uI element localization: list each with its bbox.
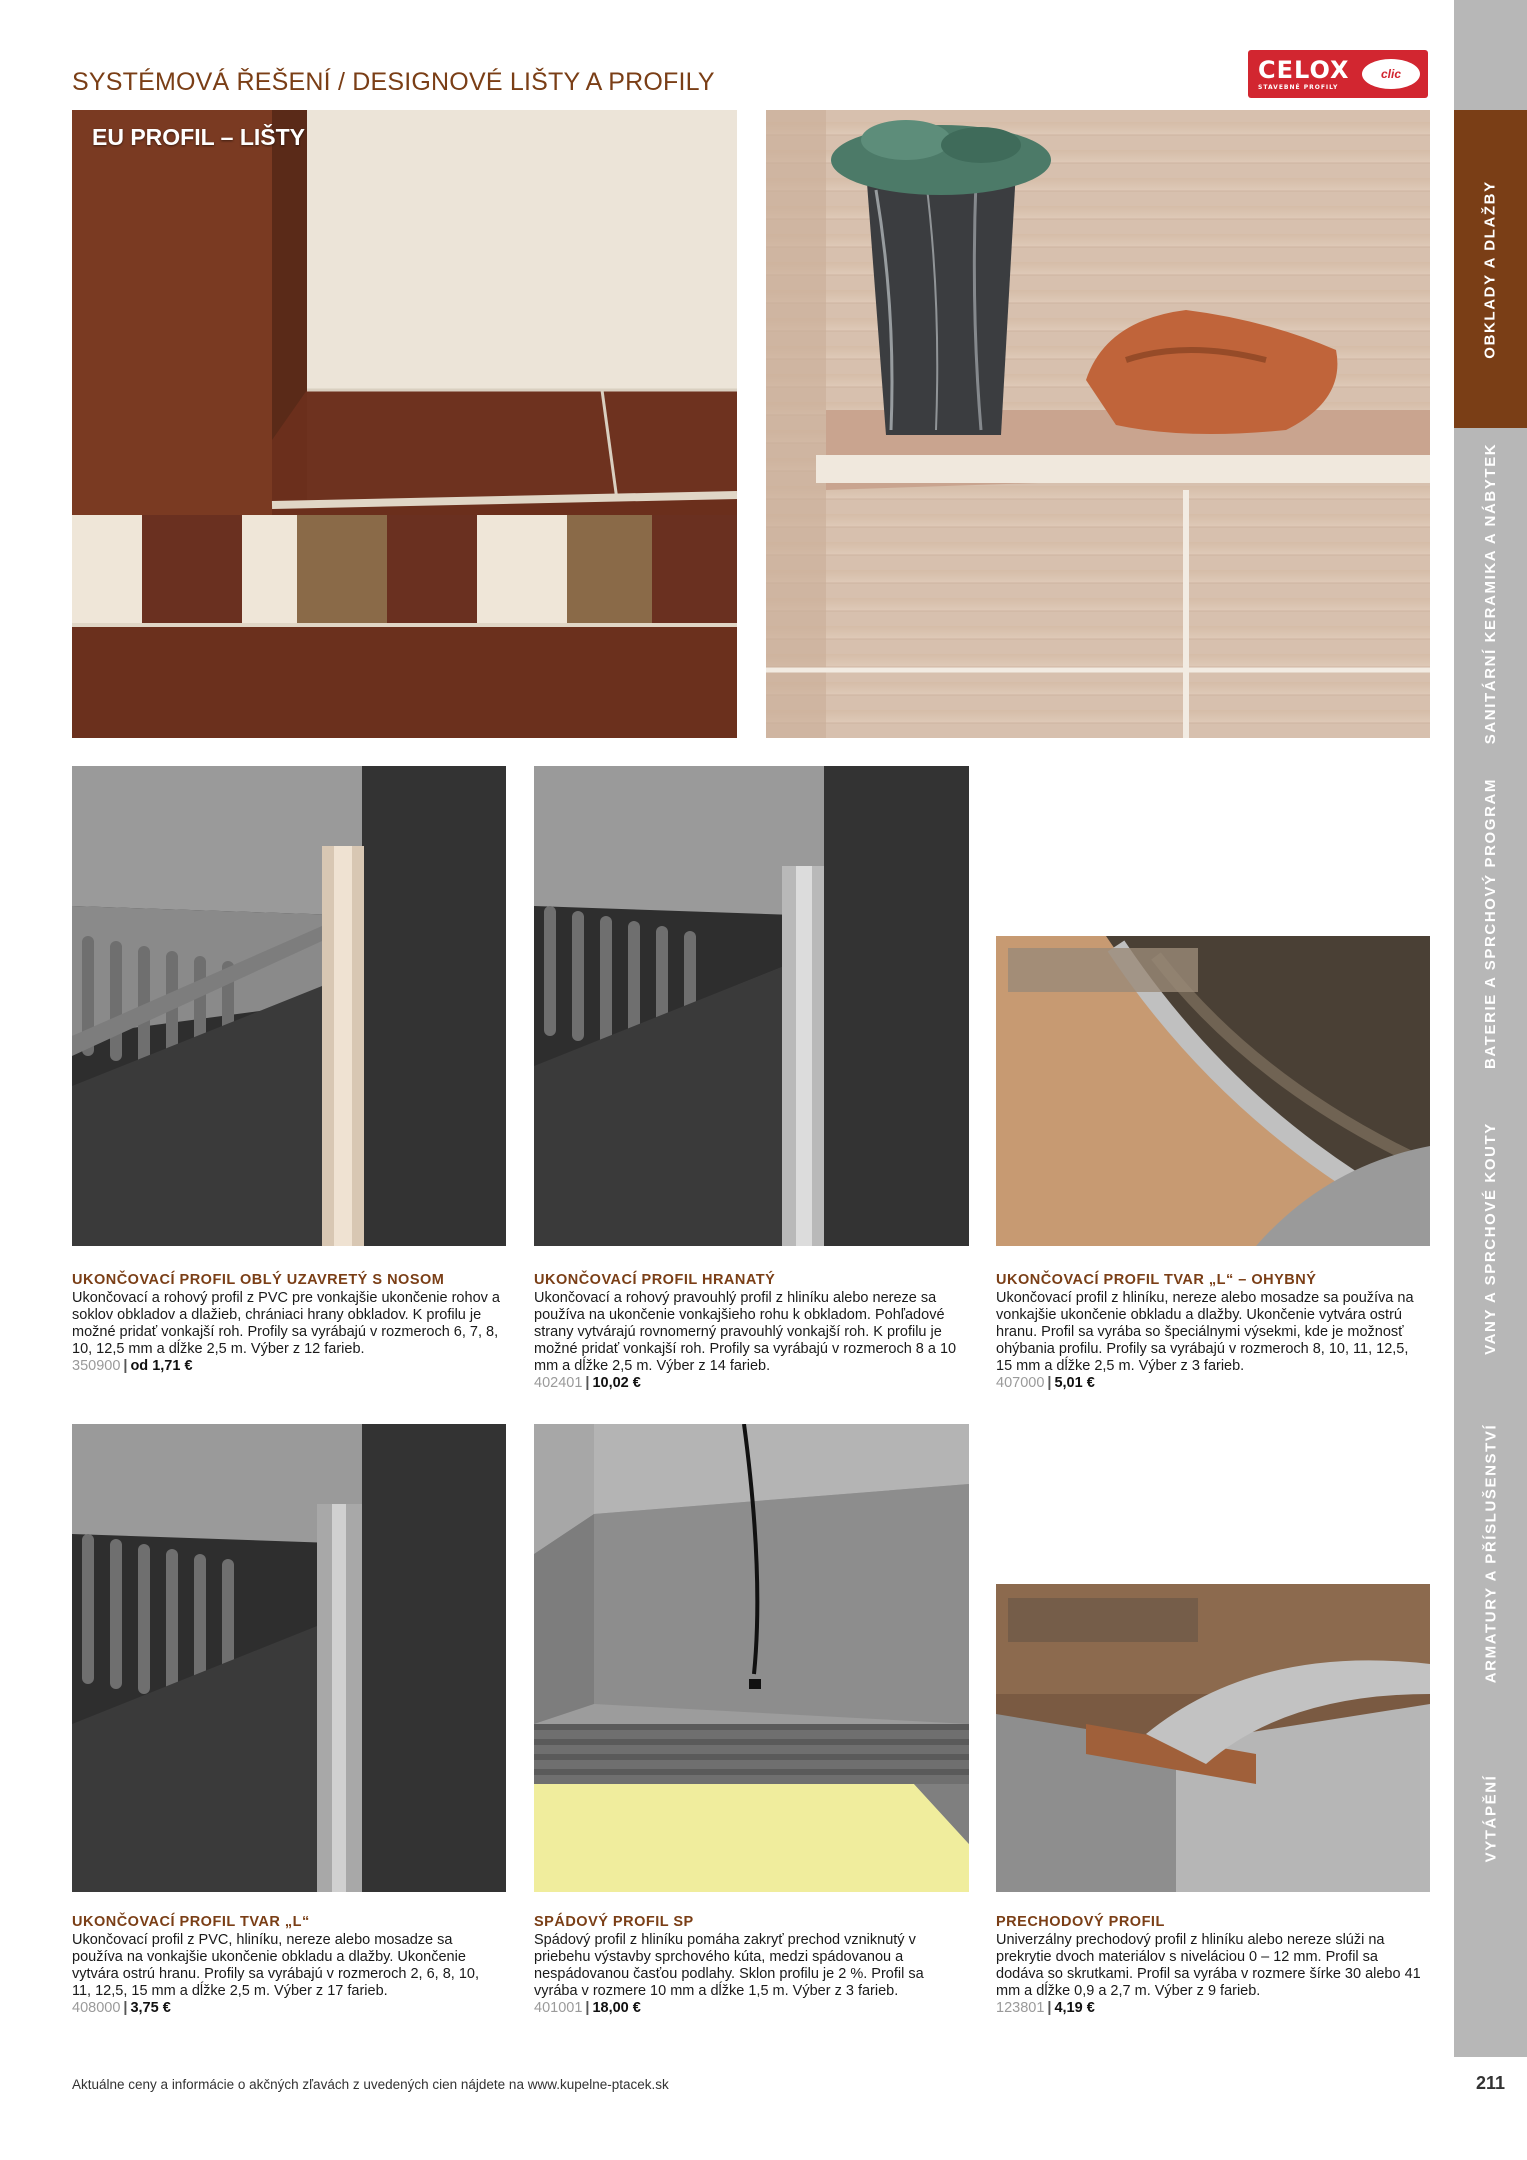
footer-note: Aktuálne ceny a informácie o akčných zľavách z uvedených cien nájdete na www.kupelne-ptacek.sk xyxy=(72,2077,669,2092)
product-image-slope-profile xyxy=(534,1424,969,1892)
product-price: 18,00 € xyxy=(592,2000,641,2016)
product-image-l-profile xyxy=(72,1424,506,1892)
price-separator: | xyxy=(585,2000,590,2016)
price-separator: | xyxy=(585,1375,590,1391)
mosaic-illustration xyxy=(766,110,1430,738)
flexible-profile-illustration xyxy=(996,936,1430,1246)
sidebar-tab-baterie[interactable] xyxy=(1454,758,1527,1088)
product-description: Spádový profil z hliníku pomáha zakryť prechod vzniknutý v priebehu výstavby sprchového kúta, medzi spádovanou a nespádovanou časťou podlahy. Sklon profilu je 2 %. Profil sa vyrába v rozmere 10 mm a dĺžke 1,5 m. Výber z 3 farieb. xyxy=(534,1932,924,1999)
product-description: Univerzálny prechodový profil z hliníku alebo nereze slúži na prekrytie dvoch materiálov s niveláciou 0 – 12 mm. Profil sa dodáva so skrutkami. Profil sa vyrába v rozmere šírke 30 alebo 41 mm a dĺžke 0,9 a 2,7 m. Výber z 9 farieb. xyxy=(996,1932,1421,1999)
product-card-2 xyxy=(534,1272,964,1392)
product-price: 5,01 € xyxy=(1054,1375,1095,1391)
product-price: 10,02 € xyxy=(592,1375,641,1391)
product-title: SPÁDOVÝ PROFIL SP xyxy=(534,1914,694,1930)
price-separator: | xyxy=(1047,1375,1052,1391)
product-title: UKONČOVACÍ PROFIL TVAR „L“ xyxy=(72,1914,310,1930)
product-card-1 xyxy=(72,1272,502,1375)
product-image-square-profile xyxy=(534,766,969,1246)
l-profile-illustration xyxy=(72,1424,506,1892)
product-price: 3,75 € xyxy=(130,2000,171,2016)
product-price: od 1,71 € xyxy=(130,1358,193,1374)
sidebar-tab-label: VANY A SPRCHOVÉ KOUTY xyxy=(1482,1121,1500,1355)
celox-logo xyxy=(1248,50,1428,98)
transition-profile-illustration xyxy=(996,1584,1430,1892)
product-description: Ukončovací profil z hliníku, nereze alebo mosadze sa používa na vonkajšie ukončenie obkladu a dlažby. Ukončenie vytvára ostrú hranu. Profil sa vyrába so špeciálnymi výsekmi, kde je možnosť ohýbania profilu. Profily sa vyrábajú v rozmeroch 8, 10, 11, 12,5, 15 mm a dĺžke 2,5 m. Výber z 3 farieb. xyxy=(996,1290,1414,1374)
sidebar-tab-obklady[interactable] xyxy=(1454,110,1527,428)
product-code: 407000 xyxy=(996,1375,1045,1391)
product-image-oval-profile xyxy=(72,766,506,1246)
product-code: 402401 xyxy=(534,1375,583,1391)
logo-text: CELOX xyxy=(1258,55,1350,84)
sidebar-tab-label: OBKLADY A DLAŽBY xyxy=(1482,179,1500,359)
tiles-illustration xyxy=(72,110,737,738)
product-code: 401001 xyxy=(534,2000,583,2016)
product-image-flexible-l-profile xyxy=(996,936,1430,1246)
product-code: 123801 xyxy=(996,2000,1045,2016)
price-separator: | xyxy=(1047,2000,1052,2016)
product-card-5 xyxy=(534,1914,964,2017)
sidebar-tab-label: SANITÁRNÍ KERAMIKA A NÁBYTEK xyxy=(1482,442,1499,744)
price-separator: | xyxy=(123,1358,128,1374)
sidebar-tab-armatury[interactable] xyxy=(1454,1388,1527,1718)
square-profile-illustration xyxy=(534,766,969,1246)
price-separator: | xyxy=(123,2000,128,2016)
oval-profile-illustration xyxy=(72,766,506,1246)
product-code: 408000 xyxy=(72,2000,121,2016)
page-number: 211 xyxy=(1475,2073,1506,2093)
sidebar-tab-vytapeni[interactable] xyxy=(1454,1718,1527,1918)
sidebar-tab-label: BATERIE A SPRCHOVÝ PROGRAM xyxy=(1482,777,1500,1069)
sidebar-tab-sanitarni[interactable] xyxy=(1454,428,1527,758)
product-image-transition-profile xyxy=(996,1584,1430,1892)
logo-wordmark xyxy=(1258,55,1350,91)
logo-oval: clic xyxy=(1362,59,1420,89)
product-title: PRECHODOVÝ PROFIL xyxy=(996,1914,1165,1930)
logo-subtext: STAVEBNÉ PROFILY xyxy=(1258,83,1339,91)
product-description: Ukončovací a rohový pravouhlý profil z hliníku alebo nereze sa používa na ukončenie vonkajšieho rohu k obkladom. Pohľadové strany vytvárajú rovnomerný pravouhlý vonkajší roh. K profilu je možné pridať vonkajší roh. Profily sa vyrábajú v rozmeroch 8 a 10 mm a dĺžke 2,5 m. Výber z 14 farieb. xyxy=(534,1290,957,1374)
product-price: 4,19 € xyxy=(1054,2000,1095,2016)
hero-label: EU PROFIL – LIŠTY xyxy=(92,124,305,150)
product-card-6 xyxy=(996,1914,1426,2017)
product-code: 350900 xyxy=(72,1358,121,1374)
product-title: UKONČOVACÍ PROFIL TVAR „L“ – OHYBNÝ xyxy=(996,1272,1317,1288)
product-description: Ukončovací a rohový profil z PVC pre vonkajšie ukončenie rohov a soklov obkladov a dlažieb, chrániaci hrany obkladov. K profilu je možné pridať vonkajší roh. Profily sa vyrábajú v rozmeroch 6, 7, 8, 10, 12,5 mm a dĺžke 2,5 m. Výber z 12 farieb. xyxy=(72,1290,500,1357)
product-card-4 xyxy=(72,1914,502,2017)
slope-profile-illustration xyxy=(534,1424,969,1892)
sidebar-tab-label: ARMATURY A PŘÍSLUŠENSTVÍ xyxy=(1482,1423,1499,1683)
product-title: UKONČOVACÍ PROFIL HRANATÝ xyxy=(534,1272,776,1288)
product-description: Ukončovací profil z PVC, hliníku, nereze alebo mosadze sa používa na vonkajšie ukončenie obkladu a dlažby. Ukončenie vytvára ostrú hranu. Profily sa vyrábajú v rozmeroch 2, 6, 8, 10, 11, 12,5, 15 mm a dĺžke 2,5 m. Výber z 17 farieb. xyxy=(72,1932,479,1999)
product-card-3 xyxy=(996,1272,1426,1392)
sidebar-tab-vany[interactable] xyxy=(1454,1088,1527,1388)
sidebar-tab-label: VYTÁPĚNÍ xyxy=(1482,1774,1500,1862)
hero-photo-tiles xyxy=(72,110,737,738)
page-title: SYSTÉMOVÁ ŘEŠENÍ / DESIGNOVÉ LIŠTY A PROFILY xyxy=(72,68,715,96)
product-title: UKONČOVACÍ PROFIL OBLÝ UZAVRETÝ S NOSOM xyxy=(72,1272,445,1288)
hero-photo-mosaic xyxy=(766,110,1430,738)
